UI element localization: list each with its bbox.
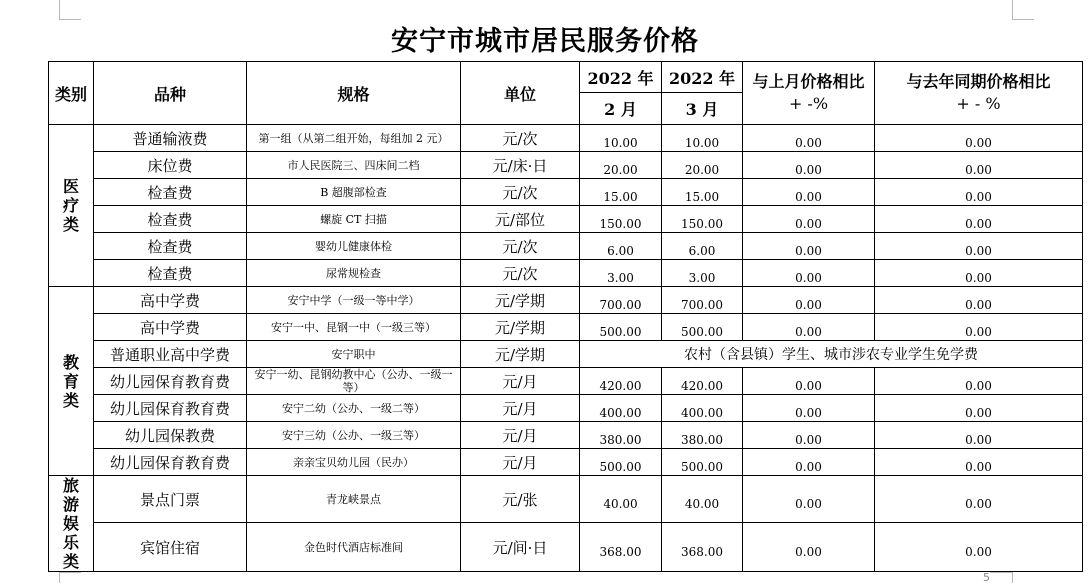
page-title: 安宁市城市居民服务价格	[391, 26, 699, 57]
table-row	[49, 233, 1083, 260]
change-yoy-cell: 0.00	[875, 422, 1083, 449]
unit-cell: 元/间·日	[461, 523, 580, 572]
header-unit: 单位	[461, 62, 580, 125]
header-category: 类别	[49, 62, 94, 125]
price-mar-cell: 500.00	[662, 449, 743, 476]
price-feb-cell: 400.00	[580, 395, 662, 422]
header-yoy-line2: + - %	[956, 94, 1001, 113]
change-mom-cell: 0.00	[743, 287, 875, 314]
price-table	[48, 61, 1083, 572]
change-mom-cell: 0.00	[743, 422, 875, 449]
unit-cell: 元/学期	[461, 287, 580, 314]
category-cell: 医疗类	[49, 125, 94, 287]
change-yoy-cell: 0.00	[875, 368, 1083, 395]
item-cell: 幼儿园保教费	[94, 422, 247, 449]
item-cell: 普通输液费	[94, 125, 247, 152]
price-mar-cell: 150.00	[662, 206, 743, 233]
header-row	[49, 62, 1083, 93]
item-cell: 幼儿园保育教育费	[94, 368, 247, 395]
unit-cell: 元/月	[461, 449, 580, 476]
spec-cell: 第一组（从第二组开始，每组加 2 元）	[247, 125, 461, 152]
change-yoy-cell: 0.00	[875, 125, 1083, 152]
crop-mark	[59, 572, 81, 573]
item-cell: 检查费	[94, 179, 247, 206]
spec-cell: 安宁一中、昆钢一中（一级三等）	[247, 314, 461, 341]
price-mar-cell: 500.00	[662, 314, 743, 341]
price-feb-cell: 420.00	[580, 368, 662, 395]
spec-cell: 亲亲宝贝幼儿园（民办）	[247, 449, 461, 476]
change-mom-cell: 0.00	[743, 179, 875, 206]
change-yoy-cell: 0.00	[875, 260, 1083, 287]
crop-mark	[59, 19, 81, 20]
change-mom-cell: 0.00	[743, 368, 875, 395]
header-month-1: 2 月	[580, 93, 662, 125]
spec-cell: 安宁中学（一级一等中学）	[247, 287, 461, 314]
change-yoy-cell: 0.00	[875, 476, 1083, 523]
spec-cell: 安宁三幼（公办、一级三等）	[247, 422, 461, 449]
spec-cell: B 超腹部检查	[247, 179, 461, 206]
change-mom-cell: 0.00	[743, 260, 875, 287]
crop-mark	[59, 572, 60, 583]
unit-cell: 元/部位	[461, 206, 580, 233]
price-mar-cell: 420.00	[662, 368, 743, 395]
table-row	[49, 206, 1083, 233]
spec-cell: 青龙峡景点	[247, 476, 461, 523]
price-mar-cell: 20.00	[662, 152, 743, 179]
change-mom-cell: 0.00	[743, 476, 875, 523]
header-year-1: 2022 年	[580, 62, 662, 93]
header-mom	[743, 62, 875, 125]
price-mar-cell: 6.00	[662, 233, 743, 260]
unit-cell: 元/月	[461, 395, 580, 422]
item-cell: 检查费	[94, 233, 247, 260]
note-cell: 农村（含县镇）学生、城市涉农专业学生免学费	[580, 341, 1083, 368]
price-feb-cell: 500.00	[580, 449, 662, 476]
crop-mark	[990, 572, 1012, 573]
change-yoy-cell: 0.00	[875, 152, 1083, 179]
category-cell: 旅游娱乐类	[49, 476, 94, 572]
change-mom-cell: 0.00	[743, 449, 875, 476]
price-mar-cell: 400.00	[662, 395, 743, 422]
header-spec: 规格	[247, 62, 461, 125]
spec-cell: 螺旋 CT 扫描	[247, 206, 461, 233]
price-feb-cell: 6.00	[580, 233, 662, 260]
spec-cell: 婴幼儿健康体检	[247, 233, 461, 260]
category-cell: 教育类	[49, 287, 94, 476]
spec-cell: 安宁职中	[247, 341, 461, 368]
change-mom-cell: 0.00	[743, 125, 875, 152]
unit-cell: 元/月	[461, 422, 580, 449]
price-feb-cell: 368.00	[580, 523, 662, 572]
table-row	[49, 523, 1083, 572]
price-feb-cell: 10.00	[580, 125, 662, 152]
item-cell: 床位费	[94, 152, 247, 179]
item-cell: 宾馆住宿	[94, 523, 247, 572]
table-row	[49, 314, 1083, 341]
unit-cell: 元/床·日	[461, 152, 580, 179]
header-item: 品种	[94, 62, 247, 125]
spec-cell: 金色时代酒店标准间	[247, 523, 461, 572]
spec-cell: 尿常规检查	[247, 260, 461, 287]
change-mom-cell: 0.00	[743, 152, 875, 179]
change-mom-cell: 0.00	[743, 395, 875, 422]
crop-mark	[1012, 0, 1013, 20]
change-yoy-cell: 0.00	[875, 523, 1083, 572]
page-number: 5	[983, 571, 990, 584]
change-yoy-cell: 0.00	[875, 314, 1083, 341]
spec-cell: 安宁一幼、昆钢幼教中心（公办、一级一等）	[247, 368, 461, 395]
item-cell: 检查费	[94, 260, 247, 287]
header-year-2: 2022 年	[662, 62, 743, 93]
item-cell: 高中学费	[94, 314, 247, 341]
price-mar-cell: 368.00	[662, 523, 743, 572]
change-yoy-cell: 0.00	[875, 395, 1083, 422]
price-mar-cell: 10.00	[662, 125, 743, 152]
crop-mark	[59, 0, 60, 20]
crop-mark	[1012, 572, 1013, 583]
price-mar-cell: 40.00	[662, 476, 743, 523]
table-row	[49, 125, 1083, 152]
price-mar-cell: 3.00	[662, 260, 743, 287]
change-mom-cell: 0.00	[743, 233, 875, 260]
unit-cell: 元/次	[461, 125, 580, 152]
price-feb-cell: 700.00	[580, 287, 662, 314]
table-row	[49, 287, 1083, 314]
change-mom-cell: 0.00	[743, 314, 875, 341]
price-mar-cell: 15.00	[662, 179, 743, 206]
unit-cell: 元/张	[461, 476, 580, 523]
table-row	[49, 341, 1083, 368]
item-cell: 高中学费	[94, 287, 247, 314]
table-row	[49, 422, 1083, 449]
spec-cell: 市人民医院三、四床间二档	[247, 152, 461, 179]
change-yoy-cell: 0.00	[875, 449, 1083, 476]
header-yoy-line1: 与去年同期价格相比	[906, 72, 1051, 91]
price-feb-cell: 3.00	[580, 260, 662, 287]
unit-cell: 元/学期	[461, 341, 580, 368]
table-row	[49, 476, 1083, 523]
item-cell: 幼儿园保育教育费	[94, 395, 247, 422]
price-feb-cell: 500.00	[580, 314, 662, 341]
table-row	[49, 368, 1083, 395]
item-cell: 景点门票	[94, 476, 247, 523]
table-row	[49, 260, 1083, 287]
item-cell: 幼儿园保育教育费	[94, 449, 247, 476]
price-feb-cell: 380.00	[580, 422, 662, 449]
table-row	[49, 179, 1083, 206]
price-feb-cell: 40.00	[580, 476, 662, 523]
header-yoy	[875, 62, 1083, 125]
price-feb-cell: 20.00	[580, 152, 662, 179]
change-yoy-cell: 0.00	[875, 233, 1083, 260]
change-mom-cell: 0.00	[743, 206, 875, 233]
item-cell: 普通职业高中学费	[94, 341, 247, 368]
spec-cell: 安宁二幼（公办、一级二等）	[247, 395, 461, 422]
price-feb-cell: 15.00	[580, 179, 662, 206]
unit-cell: 元/次	[461, 179, 580, 206]
unit-cell: 元/月	[461, 368, 580, 395]
change-yoy-cell: 0.00	[875, 179, 1083, 206]
header-mom-line1: 与上月价格相比	[752, 72, 865, 91]
change-yoy-cell: 0.00	[875, 287, 1083, 314]
unit-cell: 元/次	[461, 233, 580, 260]
change-yoy-cell: 0.00	[875, 206, 1083, 233]
price-mar-cell: 380.00	[662, 422, 743, 449]
unit-cell: 元/学期	[461, 314, 580, 341]
change-mom-cell: 0.00	[743, 523, 875, 572]
unit-cell: 元/次	[461, 260, 580, 287]
item-cell: 检查费	[94, 206, 247, 233]
crop-mark	[1012, 19, 1034, 20]
table-row	[49, 449, 1083, 476]
header-month-2: 3 月	[662, 93, 743, 125]
price-mar-cell: 700.00	[662, 287, 743, 314]
price-feb-cell: 150.00	[580, 206, 662, 233]
table-row	[49, 152, 1083, 179]
table-row	[49, 395, 1083, 422]
header-mom-line2: + -%	[788, 94, 829, 113]
